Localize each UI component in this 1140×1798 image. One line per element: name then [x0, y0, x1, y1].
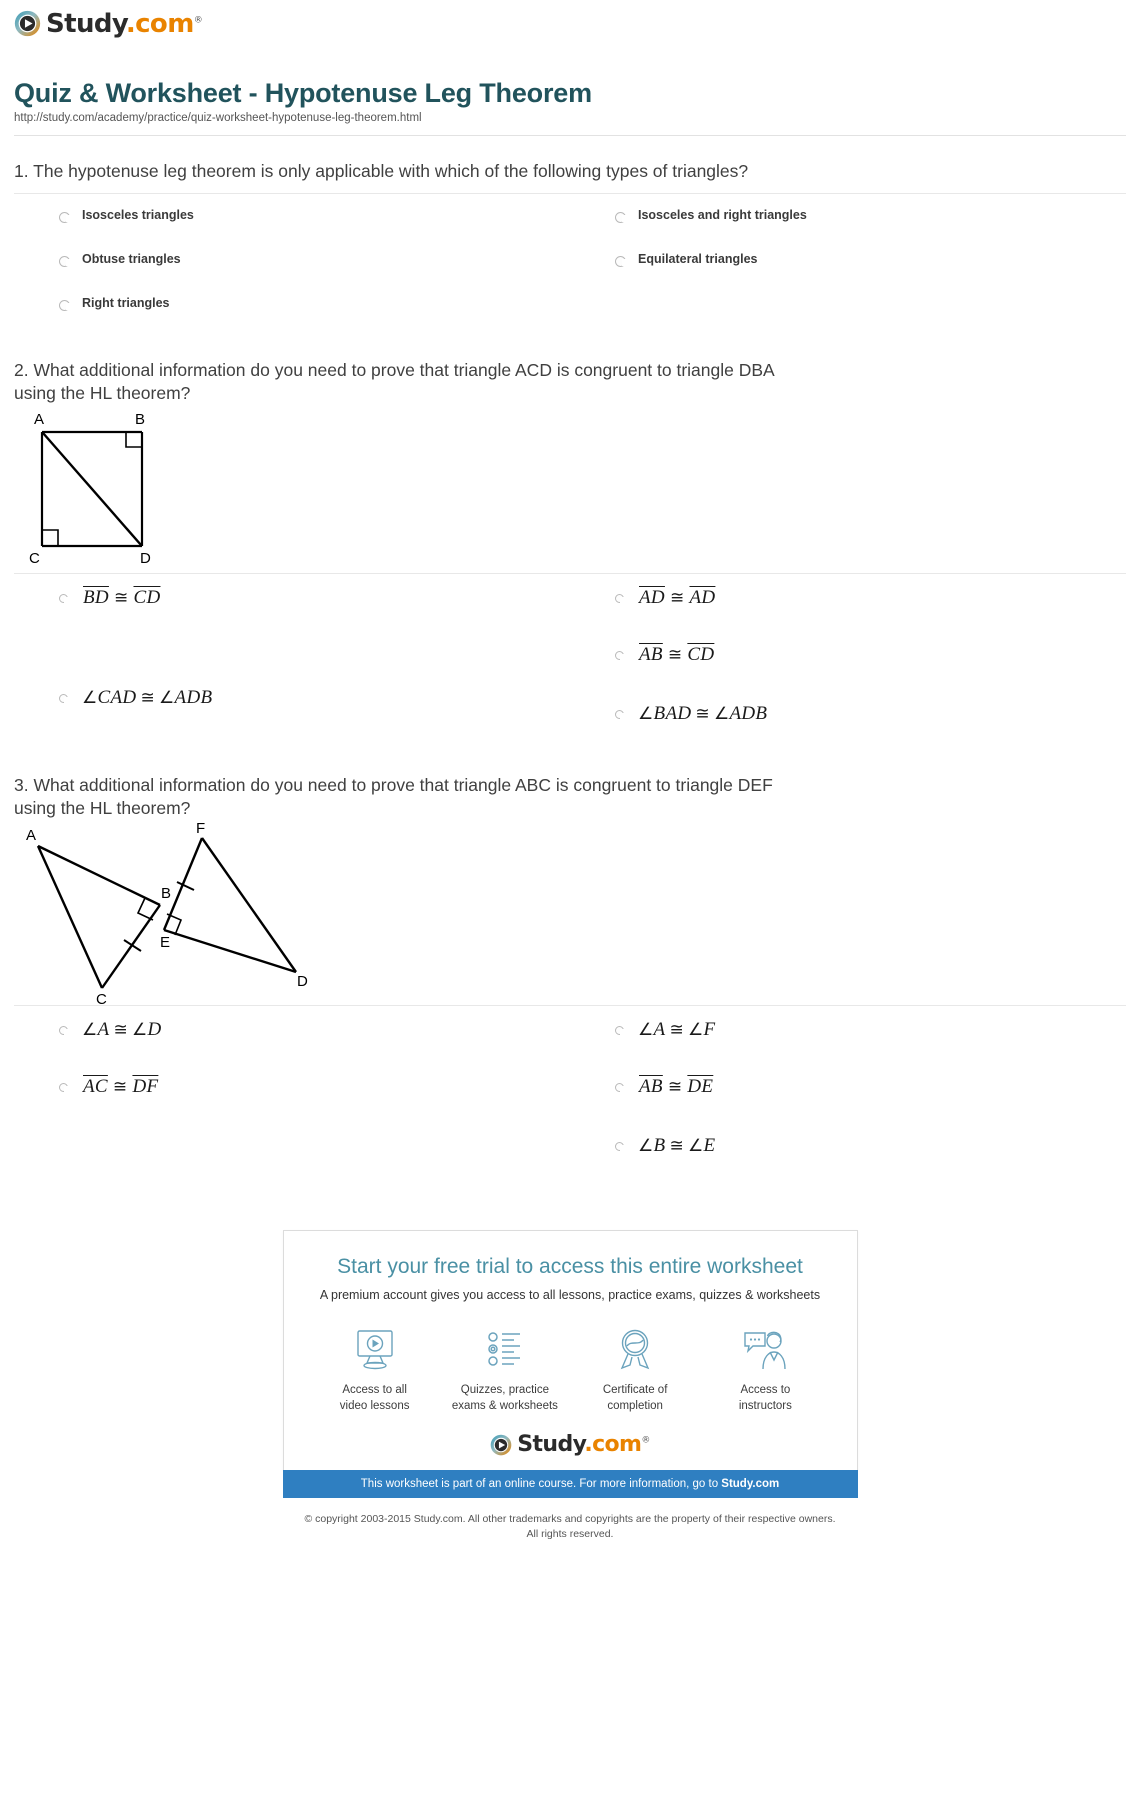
- logo-tld: .com: [125, 8, 194, 39]
- promo-features: [304, 1324, 837, 1420]
- promo-study-com-logo[interactable]: [304, 1434, 837, 1456]
- promo-subheading: A premium account gives you access to all lessons, practice exams, quizzes & worksheets: [319, 1288, 821, 1303]
- option-row[interactable]: [14, 574, 570, 622]
- promo-bar-text: This worksheet is part of an online course. For more information, go to: [360, 1478, 722, 1491]
- promo-heading: Start your free trial to access this entire worksheet: [337, 1255, 803, 1279]
- option-row[interactable]: [570, 1111, 1126, 1170]
- page-title: Quiz & Worksheet - Hypotenuse Leg Theorem: [14, 78, 592, 108]
- radio-icon[interactable]: [615, 651, 624, 660]
- feature-item: [574, 1324, 696, 1414]
- question-2-options: [14, 574, 1126, 738]
- option-label: $\overline{AD}$ ≅ $\overline{AD}$: [639, 586, 716, 608]
- radio-icon[interactable]: [59, 1026, 68, 1035]
- logo-tld: .com: [584, 1432, 642, 1458]
- study-com-logo[interactable]: [14, 10, 202, 37]
- logo-trademark: ®: [641, 1435, 650, 1446]
- option-label: ∠BAD ≅ ∠ADB: [638, 702, 768, 724]
- two-right-triangles-svg: [14, 820, 334, 1005]
- feature-caption: Certificate of completion: [602, 1384, 668, 1412]
- figure-label-f: F: [196, 820, 206, 838]
- instructor-chat-icon: [704, 1324, 826, 1376]
- option-row[interactable]: [570, 1054, 1126, 1111]
- option-row[interactable]: [570, 238, 1126, 282]
- promo-footer-bar[interactable]: [283, 1470, 858, 1498]
- feature-item: [704, 1324, 826, 1414]
- option-row[interactable]: [570, 679, 1126, 738]
- option-label: Isosceles triangles: [82, 208, 194, 223]
- figure-label-a: A: [34, 410, 45, 428]
- copyright-line-2: All rights reserved.: [526, 1527, 614, 1540]
- play-circle-icon: [14, 10, 41, 37]
- copyright-notice: [283, 1512, 858, 1553]
- question-1-text: 1. The hypotenuse leg theorem is only applicable with which of the following types of triangles?: [14, 161, 749, 181]
- option-label: ∠A ≅ ∠F: [638, 1019, 716, 1041]
- radio-icon[interactable]: [59, 694, 68, 703]
- option-label: $\overline{AC}$ ≅ $\overline{DF}$: [83, 1076, 159, 1098]
- option-label: Equilateral triangles: [638, 251, 758, 266]
- play-circle-icon: [490, 1434, 512, 1456]
- figure-label-c: C: [96, 991, 107, 1006]
- option-row[interactable]: [14, 238, 570, 282]
- radio-icon[interactable]: [615, 212, 626, 223]
- feature-caption: Access to all video lessons: [339, 1384, 410, 1412]
- radio-icon[interactable]: [59, 594, 68, 603]
- option-label: $\overline{AB}$ ≅ $\overline{DE}$: [639, 1076, 714, 1098]
- free-trial-promo: [283, 1230, 858, 1553]
- option-row[interactable]: [570, 1006, 1126, 1054]
- option-row[interactable]: [14, 1054, 570, 1111]
- promo-bar-link[interactable]: Study.com: [721, 1478, 780, 1491]
- logo-trademark: ®: [193, 14, 203, 25]
- option-label: $\overline{BD}$ ≅ $\overline{CD}$: [83, 586, 161, 608]
- radio-icon[interactable]: [615, 710, 624, 719]
- option-row[interactable]: [14, 1006, 570, 1054]
- radio-icon[interactable]: [59, 300, 70, 311]
- figure-label-c: C: [29, 549, 40, 567]
- radio-icon[interactable]: [59, 212, 70, 223]
- option-row[interactable]: [14, 282, 570, 326]
- question-3-options: [14, 1006, 1126, 1170]
- option-row[interactable]: [570, 574, 1126, 622]
- question-2-figure: [14, 406, 1126, 573]
- question-1: [0, 136, 1140, 325]
- radio-icon[interactable]: [59, 256, 70, 267]
- question-1-options: [14, 194, 1126, 325]
- radio-icon[interactable]: [615, 1026, 624, 1035]
- option-label: ∠A ≅ ∠D: [82, 1019, 162, 1041]
- radio-icon[interactable]: [615, 1083, 624, 1092]
- question-3-figure: [14, 820, 1126, 1005]
- feature-item: [314, 1324, 436, 1414]
- radio-icon[interactable]: [615, 256, 626, 267]
- option-label: ∠CAD ≅ ∠ADB: [82, 686, 213, 708]
- certificate-ribbon-icon: [574, 1324, 696, 1376]
- option-row[interactable]: [14, 674, 570, 722]
- radio-icon[interactable]: [615, 594, 624, 603]
- question-3-text: 3. What additional information do you need to prove that triangle ABC is congruent to triangle DEF using the HL theorem?: [14, 774, 773, 818]
- copyright-line-1: © copyright 2003-2015 Study.com. All other trademarks and copyrights are the property of their respective owners.: [304, 1513, 836, 1526]
- option-label: ∠B ≅ ∠E: [638, 1135, 716, 1157]
- checklist-icon: [444, 1324, 566, 1376]
- monitor-play-icon: [314, 1324, 436, 1376]
- site-header: [0, 0, 1140, 42]
- feature-caption: Quizzes, practice exams & worksheets: [451, 1384, 558, 1412]
- figure-label-e: E: [160, 934, 171, 952]
- question-2: [0, 325, 1140, 738]
- option-row[interactable]: [570, 194, 1126, 238]
- option-label: Right triangles: [82, 295, 170, 310]
- option-row[interactable]: [570, 622, 1126, 679]
- feature-caption: Access to instructors: [738, 1384, 792, 1412]
- figure-label-d: D: [140, 549, 151, 567]
- option-label: $\overline{AB}$ ≅ $\overline{CD}$: [639, 643, 715, 665]
- question-2-text: 2. What additional information do you need to prove that triangle ACD is congruent to triangle DBA using the HL theorem?: [14, 360, 774, 404]
- logo-name: Study: [517, 1432, 585, 1458]
- radio-icon[interactable]: [615, 1142, 624, 1151]
- question-3: [0, 738, 1140, 1171]
- logo-name: Study: [46, 8, 126, 39]
- option-label: Isosceles and right triangles: [638, 208, 807, 223]
- figure-label-b: B: [135, 410, 146, 428]
- feature-item: [444, 1324, 566, 1414]
- rectangle-abcd-with-diagonal-svg: [14, 406, 314, 573]
- worksheet-url: http://study.com/academy/practice/quiz-worksheet-hypotenuse-leg-theorem.html: [14, 112, 422, 124]
- option-label: Obtuse triangles: [82, 251, 181, 266]
- figure-label-b: B: [161, 885, 172, 903]
- option-row[interactable]: [14, 194, 570, 238]
- figure-label-d: D: [297, 973, 308, 991]
- figure-label-a: A: [26, 827, 37, 845]
- radio-icon[interactable]: [59, 1083, 68, 1092]
